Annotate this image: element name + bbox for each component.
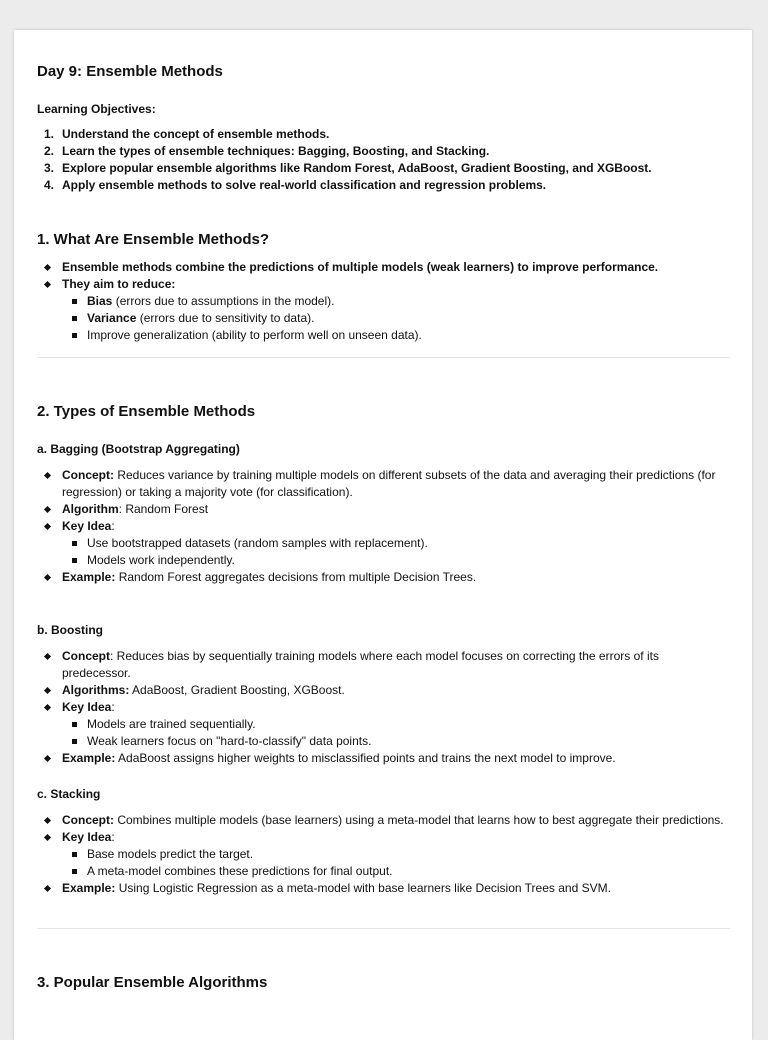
sub-list [62,716,730,750]
divider [37,357,730,358]
page-title: Day 9: Ensemble Methods [37,63,223,80]
document-page [14,30,752,1040]
list-item: 1. Understand the concept of ensemble methods. [44,127,330,141]
list-item: They aim to reduce: Bias (errors due to assumptions in the model). Variance (errors due to sensitivity to data). Improve generalization (ability to perform well on unseen data). [37,276,730,344]
list-item: Improve generalization (ability to perform well on unseen data). [62,327,730,344]
list-item: Example: Using Logistic Regression as a meta-model with base learners like Decision Trees and SVM. [37,880,730,897]
section-heading: 2. Types of Ensemble Methods [37,403,256,420]
sub-list [62,293,730,344]
list-item: Weak learners focus on "hard-to-classify" data points. [62,733,730,750]
list-item: Key Idea: Use bootstrapped datasets (random samples with replacement). Models work independently. [37,518,730,569]
section1-list [37,259,730,344]
list-item: Algorithms: AdaBoost, Gradient Boosting, XGBoost. [37,682,730,699]
sub-list [62,846,730,880]
list-item: Use bootstrapped datasets (random samples with replacement). [62,535,730,552]
list-item: 4. Apply ensemble methods to solve real-world classification and regression problems. [44,178,547,192]
list-item: 3. Explore popular ensemble algorithms like Random Forest, AdaBoost, Gradient Boosting, and XGBoost. [44,161,652,175]
objectives-heading: Learning Objectives: [37,102,156,116]
section-heading: 1. What Are Ensemble Methods? [37,231,269,248]
subsection-heading: b. Boosting [37,623,103,637]
list-item: Key Idea: Base models predict the target. A meta-model combines these predictions for final output. [37,829,730,880]
divider [37,928,730,929]
subsection-heading: a. Bagging (Bootstrap Aggregating) [37,442,240,456]
stacking-list [37,812,730,897]
list-item: Concept: Reduces bias by sequentially training models where each model focuses on correcting the errors of its predecessor. [37,648,730,682]
list-item: 2. Learn the types of ensemble techniques: Bagging, Boosting, and Stacking. [44,144,490,158]
list-item: Concept: Reduces variance by training multiple models on different subsets of the data and averaging their predictions (for regression) or taking a majority vote (for classification). [37,467,730,501]
section-heading: 3. Popular Ensemble Algorithms [37,974,268,991]
boosting-list [37,648,730,767]
list-item: Models are trained sequentially. [62,716,730,733]
sub-list [62,535,730,569]
list-item: Base models predict the target. [62,846,730,863]
list-item: Concept: Combines multiple models (base learners) using a meta-model that learns how to best aggregate their predictions. [37,812,730,829]
list-item: Bias (errors due to assumptions in the model). [62,293,730,310]
list-item: Key Idea: Models are trained sequentially. Weak learners focus on "hard-to-classify" data points. [37,699,730,750]
list-item: A meta-model combines these predictions for final output. [62,863,730,880]
subsection-heading: c. Stacking [37,787,101,801]
list-item: Variance (errors due to sensitivity to data). [62,310,730,327]
list-item: Ensemble methods combine the predictions of multiple models (weak learners) to improve performance. [37,259,730,276]
objectives-list [37,126,730,194]
list-item: Models work independently. [62,552,730,569]
list-item: Example: Random Forest aggregates decisions from multiple Decision Trees. [37,569,730,586]
list-item: Algorithm: Random Forest [37,501,730,518]
list-item: Example: AdaBoost assigns higher weights to misclassified points and trains the next model to improve. [37,750,730,767]
bagging-list [37,467,730,586]
